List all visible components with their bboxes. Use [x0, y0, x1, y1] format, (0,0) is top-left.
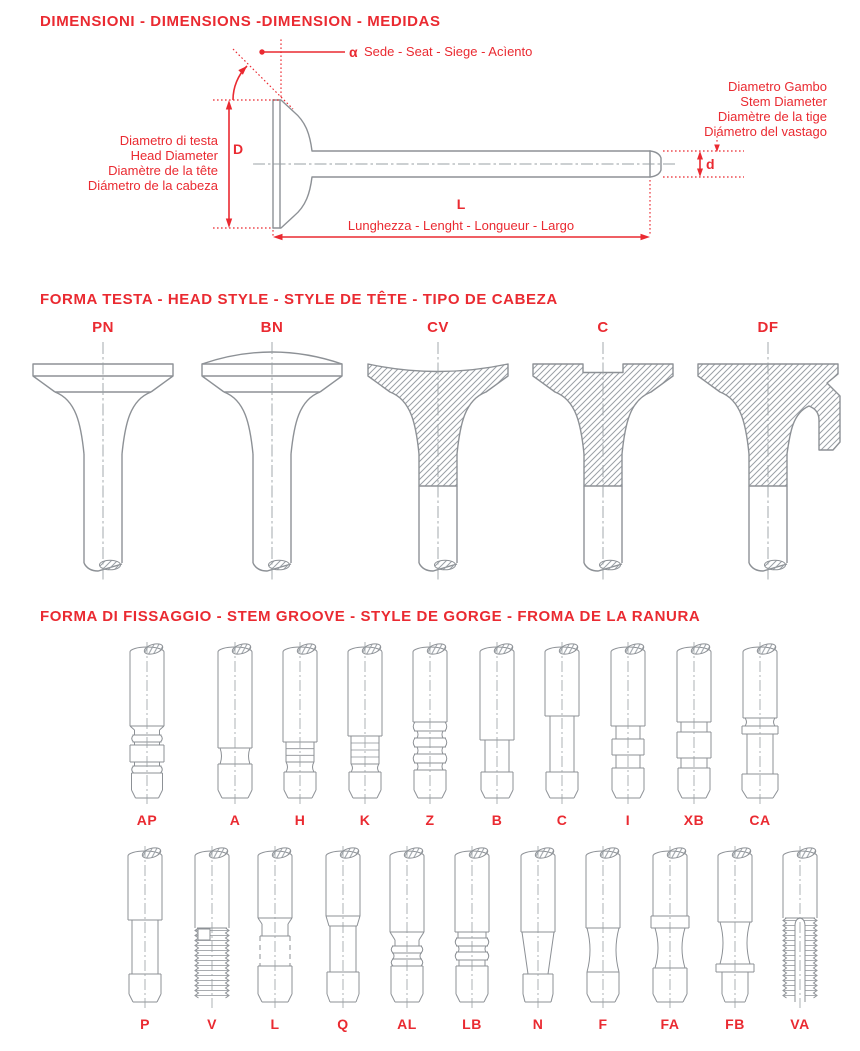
stem-groove-label-p: P	[140, 1016, 150, 1032]
head-style-drawing-pn	[18, 336, 188, 586]
stem-diameter-symbol: d	[706, 156, 715, 172]
head-style-drawing-bn	[187, 336, 357, 586]
dimension-guides	[213, 37, 744, 236]
stem-groove-label-va: VA	[790, 1016, 810, 1032]
dimension-arrowheads	[226, 49, 720, 240]
stem-groove-label-v: V	[207, 1016, 217, 1032]
stem-groove-drawing-p	[112, 842, 178, 1012]
stem-groove-label-c: C	[556, 812, 568, 828]
stem-groove-label-z: Z	[425, 812, 435, 828]
seat-label: Sede - Seat - Siege - Acìento	[364, 44, 533, 59]
head-diameter-label-fr: Diamètre de la tête	[108, 163, 218, 178]
stem-groove-drawing-a	[202, 638, 268, 808]
stem-groove-drawing-xb	[661, 638, 727, 808]
stem-groove-label-f: F	[598, 1016, 608, 1032]
stem-groove-drawing-z	[397, 638, 463, 808]
section-title-head-style: FORMA TESTA - HEAD STYLE - STYLE DE TÊTE - TIPO DE CABEZA	[40, 291, 558, 308]
head-diameter-label-it: Diametro di testa	[119, 133, 218, 148]
length-symbol: L	[456, 196, 466, 212]
stem-groove-drawing-fa	[637, 842, 703, 1012]
stem-groove-label-a: A	[229, 812, 241, 828]
section-title-dimensions: DIMENSIONI - DIMENSIONS -DIMENSION - MEDIDAS	[40, 13, 441, 30]
stem-groove-label-b: B	[491, 812, 503, 828]
stem-groove-drawing-lb	[439, 842, 505, 1012]
stem-groove-drawing-va	[767, 842, 833, 1012]
stem-groove-drawing-ca	[727, 638, 793, 808]
head-style-label-c: C	[597, 319, 609, 336]
head-diameter-label-es: Diámetro de la cabeza	[87, 178, 218, 193]
stem-groove-label-l: L	[270, 1016, 280, 1032]
angle-symbol: α	[349, 44, 358, 60]
stem-groove-label-h: H	[294, 812, 306, 828]
head-style-label-cv: CV	[427, 319, 449, 336]
section-title-stem-groove: FORMA DI FISSAGGIO - STEM GROOVE - STYLE DE GORGE - FROMA DE LA RANURA	[40, 608, 701, 625]
stem-groove-drawing-v	[179, 842, 245, 1012]
length-label: Lunghezza - Lenght - Longueur - Largo	[347, 218, 575, 233]
stem-groove-drawing-i	[595, 638, 661, 808]
stem-groove-label-fa: FA	[660, 1016, 680, 1032]
stem-groove-label-al: AL	[397, 1016, 417, 1032]
stem-groove-drawing-h	[267, 638, 333, 808]
stem-groove-drawing-f	[570, 842, 636, 1012]
stem-diameter-label-fr: Diamètre de la tige	[717, 109, 827, 124]
head-diameter-symbol: D	[233, 141, 244, 157]
stem-groove-label-ap: AP	[136, 812, 158, 828]
head-style-drawing-cv	[353, 336, 523, 586]
stem-groove-drawing-al	[374, 842, 440, 1012]
stem-groove-label-i: I	[625, 812, 631, 828]
stem-groove-label-lb: LB	[462, 1016, 482, 1032]
stem-groove-drawing-c	[529, 638, 595, 808]
stem-diameter-label-es: Diámetro del vastago	[704, 124, 827, 139]
stem-groove-drawing-l	[242, 842, 308, 1012]
head-diameter-label-en: Head Diameter	[130, 148, 218, 163]
head-style-label-df: DF	[757, 319, 779, 336]
stem-groove-label-ca: CA	[749, 812, 771, 828]
stem-groove-label-q: Q	[337, 1016, 349, 1032]
head-style-drawing-c	[518, 336, 688, 586]
stem-groove-label-k: K	[359, 812, 371, 828]
stem-diameter-label-it: Diametro Gambo	[728, 79, 827, 94]
head-style-label-bn: BN	[260, 319, 284, 336]
stem-groove-drawing-n	[505, 842, 571, 1012]
stem-groove-drawing-q	[310, 842, 376, 1012]
head-style-drawing-df	[683, 336, 853, 586]
stem-diameter-label-en: Stem Diameter	[740, 94, 827, 109]
stem-groove-label-n: N	[532, 1016, 544, 1032]
valve-dimension-diagram	[0, 25, 860, 260]
stem-groove-drawing-k	[332, 638, 398, 808]
stem-groove-drawing-b	[464, 638, 530, 808]
head-style-label-pn: PN	[92, 319, 114, 336]
stem-groove-label-fb: FB	[725, 1016, 745, 1032]
stem-groove-label-xb: XB	[683, 812, 705, 828]
stem-groove-drawing-ap	[114, 638, 180, 808]
stem-groove-drawing-fb	[702, 842, 768, 1012]
